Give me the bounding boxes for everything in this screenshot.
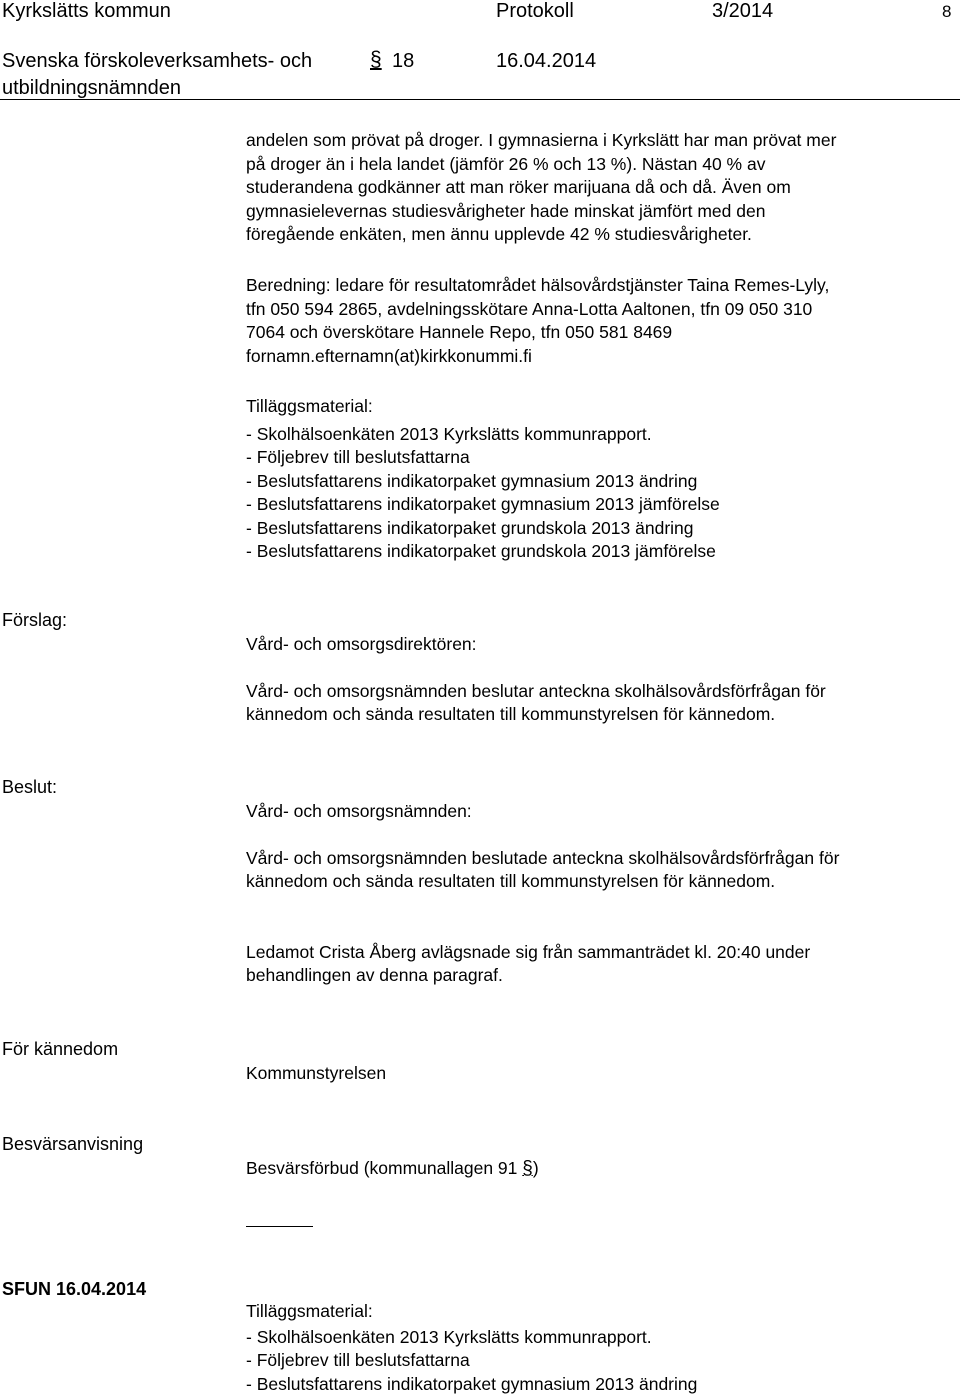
meeting-date: 16.04.2014 [496, 50, 597, 72]
sfun-attachments [246, 1300, 956, 1396]
beredning-line: fornamn.efternamn(at)kirkkonummi.fi [246, 345, 532, 366]
beredning-paragraph [246, 274, 956, 368]
committee-name-line2: utbildningsnämnden [2, 77, 182, 99]
beslut-note-line: Ledamot Crista Åberg avlägsnade sig från sammanträdet kl. 20:40 under [246, 941, 811, 962]
attachment-item: - Följebrev till beslutsfattarna [246, 447, 470, 467]
beredning-line: Beredning: ledare för resultatområdet hälsovårdstjänster Taina Remes-Lyly, [246, 275, 830, 295]
attachment-item: - Beslutsfattarens indikatorpaket grundskola 2013 ändring [246, 517, 694, 538]
section-number: 18 [392, 50, 415, 72]
intro-line: studerandena godkänner att man röker marijuana då och då. Även om [246, 177, 791, 197]
beslut-section [246, 800, 956, 988]
attachments-list [246, 395, 956, 564]
for-kannedom-value: Kommunstyrelsen [246, 1063, 387, 1083]
attachments-heading: Tilläggsmaterial: [246, 396, 373, 416]
municipality-name: Kyrkslätts kommun [2, 0, 171, 22]
sfun-label: SFUN 16.04.2014 [2, 1279, 147, 1299]
beslut-note-line: behandlingen av denna paragraf. [246, 965, 503, 985]
attachment-item: - Skolhälsoenkäten 2013 Kyrkslätts kommunrapport. [246, 423, 652, 444]
beredning-line: tfn 050 594 2865, avdelningsskötare Anna-Lotta Aaltonen, tfn 09 050 310 [246, 298, 813, 319]
beredning-line: 7064 och överskötare Hannele Repo, tfn 050 581 8469 [246, 322, 673, 342]
forslag-label: Förslag: [2, 610, 68, 630]
page-number: 8 [942, 2, 952, 21]
intro-line: föregående enkäten, men ännu upplevde 42 % studiesvårigheter. [246, 224, 752, 244]
forslag-title: Vård- och omsorgsdirektören: [246, 634, 477, 654]
for-kannedom-label: För kännedom [2, 1039, 119, 1059]
intro-paragraph [246, 129, 956, 247]
besvarsanvisning-label: Besvärsanvisning [2, 1134, 144, 1154]
besvarsanvisning-text: Besvärsförbud (kommunallagen 91 [246, 1158, 523, 1178]
intro-line: andelen som prövat på droger. I gymnasierna i Kyrkslätt har man prövat mer [246, 130, 837, 150]
beslut-line: Vård- och omsorgsnämnden beslutade anteckna skolhälsovårdsförfrågan för [246, 847, 840, 868]
besvarsanvisning-close: ) [532, 1158, 539, 1178]
beslut-label: Beslut: [2, 777, 58, 797]
committee-name-line1: Svenska förskoleverksamhets- och [2, 50, 313, 72]
sfun-attachment-item: - Skolhälsoenkäten 2013 Kyrkslätts kommunrapport. [246, 1326, 652, 1347]
besvarsanvisning-value [246, 1157, 539, 1181]
signature-rule [246, 1226, 313, 1227]
beslut-title: Vård- och omsorgsnämnden: [246, 801, 472, 821]
header-divider [0, 99, 960, 100]
sfun-attachment-item: - Beslutsfattarens indikatorpaket gymnasium 2013 ändring [246, 1373, 698, 1394]
sfun-attachments-heading: Tilläggsmaterial: [246, 1301, 373, 1321]
section-symbol: § [370, 48, 382, 71]
document-number: 3/2014 [712, 0, 774, 22]
besvarsanvisning-section-symbol: § [522, 1158, 533, 1179]
document-type: Protokoll [496, 0, 574, 22]
beslut-line: kännedom och sända resultaten till kommunstyrelsen för kännedom. [246, 871, 776, 891]
attachment-item: - Beslutsfattarens indikatorpaket grundskola 2013 jämförelse [246, 541, 716, 561]
forslag-line: Vård- och omsorgsnämnden beslutar anteckna skolhälsovårdsförfrågan för [246, 680, 826, 701]
intro-line: på droger än i hela landet (jämför 26 % och 13 %). Nästan 40 % av [246, 153, 766, 174]
attachment-item: - Beslutsfattarens indikatorpaket gymnasium 2013 ändring [246, 470, 698, 491]
intro-line: gymnasielevernas studiesvårigheter hade minskat jämfört med den [246, 200, 766, 221]
forslag-section [246, 633, 956, 727]
forslag-line: kännedom och sända resultaten till kommunstyrelsen för kännedom. [246, 704, 776, 724]
sfun-attachment-item: - Följebrev till beslutsfattarna [246, 1350, 470, 1370]
attachment-item: - Beslutsfattarens indikatorpaket gymnasium 2013 jämförelse [246, 494, 720, 514]
